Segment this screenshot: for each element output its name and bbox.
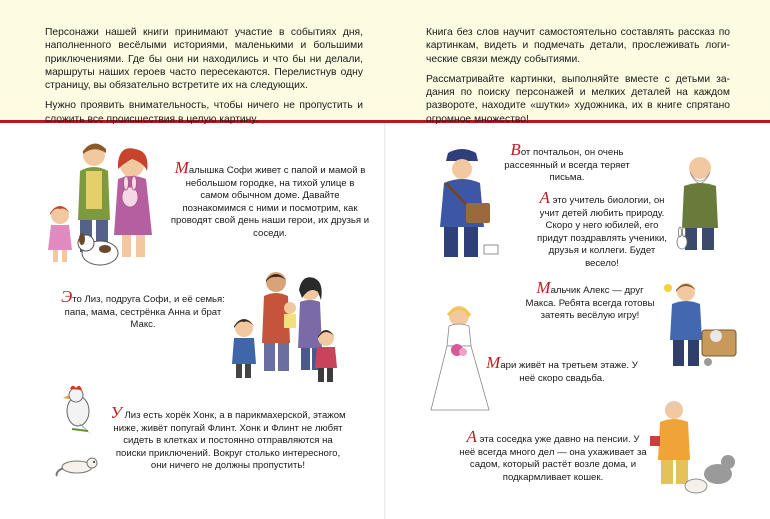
caption-liz-text: то Лиз, подруга Софи, и её семья: папа, мама, сестрёнка Анна и брат Макс. xyxy=(64,294,225,331)
alex-illustration xyxy=(660,278,742,378)
caption-pets xyxy=(110,403,346,473)
intro-left xyxy=(45,26,363,133)
caption-mari-text: ари живёт на третьем этаже. У неё скоро свадьба. xyxy=(500,360,638,384)
caption-postman-initial: В xyxy=(510,140,521,159)
intro-left-paragraph-2: Нужно проявить внимательность, чтобы ничего не пропустить и сложить все происшествия в целую картину. xyxy=(45,100,363,125)
intro-left-paragraph-1: Персонажи нашей книги принимают участие в событиях дня, наполненного весёлыми историями, маленькими и большими приключениями. Где бы они ни находились и что бы ни делали, маршруты наших героев часто пересекаются. Перелистнув одну страницу, вы обязательно встретите их на следующих. xyxy=(45,27,363,92)
caption-neighbor-initial: А xyxy=(466,427,477,446)
book-spine xyxy=(384,123,386,519)
neighbor-illustration xyxy=(636,396,746,496)
caption-postman-text: от почтальон, он очень рассеянный и всегда теряет письма. xyxy=(504,147,630,184)
caption-teacher-initial: А xyxy=(539,188,550,207)
caption-pets-text: Лиз есть хорёк Хонк, а в парикмахерской, этажом ниже, живёт попугай Флинт. Хонк и Флинт не любят сидеть в клетках и постоянно отправляются на поиски приключений. Вокруг столько интересного, они ничего не должны пропустить! xyxy=(113,410,346,472)
intro-right-paragraph-2: Рассматривайте картинки, выполняйте вместе с детьми задания по поиску персонажей и мелких деталей на каждом развороте, находите «шутки» художника, их в книге спрятано огромное множество! xyxy=(426,73,730,125)
caption-neighbor xyxy=(458,427,648,484)
intro-right xyxy=(426,26,730,133)
caption-pets-initial: У xyxy=(110,403,122,422)
caption-sofi xyxy=(170,158,370,241)
caption-mari-initial: М xyxy=(486,353,501,372)
caption-postman xyxy=(488,140,646,185)
caption-teacher xyxy=(532,188,672,271)
caption-neighbor-text: эта соседка уже давно на пенсии. У неё всегда много дел — она ухаживает за садом, который растёт возле дома, и подкармливает кошек. xyxy=(459,434,647,483)
ferret-illustration xyxy=(55,452,100,478)
caption-sofi-text: алышка Софи живет с папой и мамой в небольшом городке, на тихой улице в самом обычном доме. Давайте познакомимся с ними и посмотрим, как проводят свой день наши герои, их друзья и соседи. xyxy=(170,165,370,239)
caption-sofi-initial: М xyxy=(174,158,189,177)
caption-alex-text: альчик Алекс — друг Макса. Ребята всегда готовы затеять весёлую игру! xyxy=(525,285,655,322)
sofi-family-illustration xyxy=(40,135,165,270)
caption-alex-initial: М xyxy=(536,278,551,297)
caption-mari xyxy=(486,353,638,385)
caption-liz xyxy=(58,287,228,332)
intro-right-paragraph-1: Книга без слов научит самостоятельно составлять рассказ по картинкам, видеть и подмечать детали, прослеживать логические связи между событиями. xyxy=(426,27,730,65)
caption-alex xyxy=(523,278,657,323)
caption-liz-initial: Э xyxy=(61,287,73,306)
parrot-illustration xyxy=(58,385,100,437)
caption-teacher-text: это учитель биологии, он учит детей любить природу. Скоро у него юбилей, его придут поздравлять ученики, друзья и коллеги. Будет весело! xyxy=(537,195,667,269)
liz-family-illustration xyxy=(228,268,343,388)
teacher-illustration xyxy=(672,150,732,256)
